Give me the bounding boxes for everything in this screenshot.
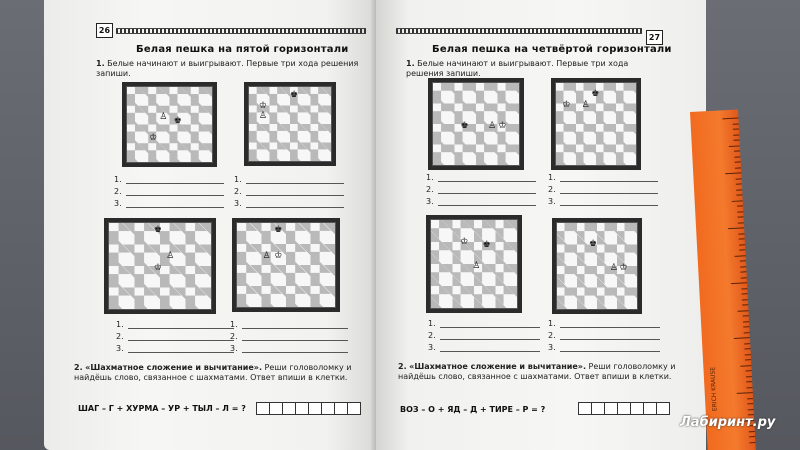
ruler-tick — [743, 321, 749, 322]
answer-cell[interactable] — [617, 402, 631, 415]
black-king-icon: ♚ — [591, 88, 600, 99]
ruler-tick — [740, 271, 746, 272]
answer-cell[interactable] — [295, 402, 309, 415]
white-pawn-icon: ♙ — [159, 111, 168, 122]
white-pawn-icon: ♙ — [488, 121, 497, 132]
answer-cell[interactable] — [334, 402, 348, 415]
page-title: Белая пешка на пятой горизонтали — [136, 44, 349, 55]
ruler-tick — [740, 260, 746, 261]
task-number: 2. — [398, 362, 407, 371]
ruler-tick — [748, 409, 754, 410]
task-2 — [398, 362, 688, 382]
ruler-tick — [732, 200, 743, 202]
chess-board — [552, 218, 642, 314]
page-number: 27 — [646, 30, 663, 45]
ruler-tick — [742, 299, 748, 300]
white-king-icon: ♔ — [562, 100, 571, 111]
answer-line[interactable]: 3. — [230, 341, 348, 353]
ruler-brand: ERICH KRAUSE — [709, 366, 719, 412]
answer-lines — [426, 170, 536, 206]
ruler-tick — [749, 436, 755, 437]
ruler-tick — [742, 304, 748, 305]
ruler-tick — [743, 315, 749, 316]
answer-cells[interactable] — [578, 402, 669, 415]
white-pawn-icon: ♙ — [258, 111, 267, 122]
chess-board — [244, 82, 336, 166]
ruler-tick — [742, 293, 748, 294]
ruler-tick — [747, 398, 753, 399]
black-king-icon: ♚ — [460, 121, 469, 132]
header-ornament — [116, 28, 366, 34]
ruler-tick — [739, 238, 745, 239]
answer-line[interactable]: 2. — [548, 182, 658, 194]
chess-board — [551, 78, 641, 170]
word-puzzle: ШАГ – Г + ХУРМА – УР + ТЫЛ – Л = ? — [78, 404, 246, 413]
answer-line[interactable]: 1. — [428, 316, 540, 328]
ruler-tick — [733, 134, 739, 135]
ruler-tick — [739, 249, 745, 250]
task-number: 1. — [406, 59, 415, 68]
ruler-tick — [746, 376, 752, 377]
ruler-tick — [722, 117, 738, 119]
answer-lines — [116, 317, 234, 353]
ruler-tick — [736, 189, 742, 190]
answer-line[interactable]: 2. — [428, 328, 540, 340]
black-king-icon: ♚ — [589, 239, 598, 250]
ruler-tick — [737, 205, 743, 206]
chess-grid — [236, 222, 336, 308]
ruler-tick — [734, 156, 740, 157]
white-king-icon: ♔ — [619, 263, 628, 274]
black-king-icon: ♚ — [274, 225, 283, 236]
ruler-tick — [738, 222, 744, 223]
answer-cell[interactable] — [656, 402, 670, 415]
black-king-icon: ♚ — [153, 225, 162, 236]
task-text: Реши головоломку и найдёшь слово, связанное с шахматами. Ответ впиши в клетки. — [398, 362, 676, 381]
chess-grid — [432, 82, 520, 166]
answer-cell[interactable] — [578, 402, 592, 415]
ruler-tick — [746, 387, 752, 388]
ruler-tick — [745, 359, 751, 360]
ruler-tick — [745, 354, 751, 355]
white-king-icon: ♔ — [460, 236, 469, 247]
white-king-icon: ♔ — [274, 250, 283, 261]
ruler-tick — [739, 244, 745, 245]
task-number: 2. — [74, 363, 83, 372]
task-title: «Шахматное сложение и вычитание». — [409, 362, 586, 371]
ruler-tick — [747, 403, 753, 404]
answer-cell[interactable] — [643, 402, 657, 415]
ruler-tick — [737, 310, 748, 312]
answer-lines — [548, 170, 658, 206]
answer-line[interactable]: 3. — [116, 341, 234, 353]
task-text: Белые начинают и выигрывают. Первые три хода решения запиши. — [96, 59, 359, 78]
white-king-icon: ♔ — [153, 263, 162, 274]
answer-cell[interactable] — [347, 402, 361, 415]
right-page — [376, 0, 706, 450]
white-pawn-icon: ♙ — [609, 263, 618, 274]
ruler-tick — [749, 442, 755, 443]
answer-lines — [234, 172, 344, 208]
task-1 — [96, 59, 366, 79]
black-king-icon: ♚ — [482, 240, 491, 251]
answer-line[interactable]: 3. — [548, 194, 658, 206]
answer-cell[interactable] — [604, 402, 618, 415]
white-pawn-icon: ♙ — [262, 250, 271, 261]
ruler-tick — [737, 392, 753, 394]
answer-cell[interactable] — [256, 402, 270, 415]
task-text: Реши головоломку и найдёшь слово, связанное с шахматами. Ответ впиши в клетки. — [74, 363, 352, 382]
chess-grid — [430, 219, 518, 309]
ruler-tick — [735, 255, 746, 257]
answer-cell[interactable] — [321, 402, 335, 415]
chess-grid — [555, 82, 637, 166]
ruler-tick — [733, 128, 739, 129]
task-text: Белые начинают и выигрывают. Первые три хода решения запиши. — [406, 59, 629, 78]
answer-line[interactable]: 1. — [114, 172, 224, 184]
ruler-tick — [736, 178, 742, 179]
ruler-tick — [744, 348, 750, 349]
white-pawn-icon: ♙ — [166, 251, 175, 262]
chess-grid — [556, 222, 638, 310]
ruler-tick — [738, 216, 744, 217]
answer-line[interactable]: 1. — [548, 170, 658, 182]
answer-cell[interactable] — [308, 402, 322, 415]
answer-line[interactable]: 3. — [426, 194, 536, 206]
chess-grid — [248, 86, 332, 162]
answer-line[interactable]: 1. — [116, 317, 234, 329]
answer-cell[interactable] — [591, 402, 605, 415]
ruler-tick — [744, 332, 750, 333]
chess-grid — [108, 222, 212, 310]
header-ornament — [396, 28, 642, 34]
page-number: 26 — [96, 23, 113, 38]
answer-line[interactable]: 2. — [116, 329, 234, 341]
chess-board — [428, 78, 524, 170]
ruler-tick — [736, 183, 742, 184]
left-page — [44, 0, 376, 450]
answer-lines — [230, 317, 348, 353]
ruler-tick — [731, 282, 747, 284]
ruler-tick — [746, 370, 752, 371]
ruler-tick — [735, 167, 741, 168]
answer-line[interactable]: 2. — [426, 182, 536, 194]
answer-lines — [428, 316, 540, 352]
answer-line[interactable]: 3. — [428, 340, 540, 352]
black-king-icon: ♚ — [173, 116, 182, 126]
black-king-icon: ♚ — [290, 90, 299, 101]
chess-board — [232, 218, 340, 312]
task-2 — [74, 363, 374, 383]
ruler-tick — [741, 288, 747, 289]
ruler-tick — [749, 431, 755, 432]
answer-cell[interactable] — [269, 402, 283, 415]
page-title: Белая пешка на четвёртой горизонтали — [432, 44, 672, 55]
ruler-tick — [743, 326, 749, 327]
answer-line[interactable]: 2. — [548, 328, 660, 340]
answer-lines — [114, 172, 224, 208]
white-king-icon: ♔ — [498, 121, 507, 132]
word-puzzle: ВОЗ – О + ЯД – Д + ТИРЕ – Р = ? — [400, 405, 546, 414]
white-pawn-icon: ♙ — [472, 261, 481, 272]
watermark: Лабиринт.ру — [680, 415, 776, 430]
answer-line[interactable]: 2. — [234, 184, 344, 196]
answer-line[interactable]: 2. — [230, 329, 348, 341]
answer-line[interactable]: 3. — [234, 196, 344, 208]
ruler-tick — [728, 227, 744, 229]
ruler-tick — [740, 365, 751, 367]
answer-cells[interactable] — [256, 402, 360, 415]
ruler-tick — [741, 277, 747, 278]
answer-lines — [548, 316, 660, 352]
chess-grid — [126, 86, 213, 163]
chess-board — [426, 215, 522, 313]
ruler-tick — [736, 194, 742, 195]
ruler-tick — [725, 172, 741, 174]
answer-line[interactable]: 1. — [548, 316, 660, 328]
answer-line[interactable]: 1. — [230, 317, 348, 329]
ruler-tick — [740, 266, 746, 267]
answer-line[interactable]: 1. — [234, 172, 344, 184]
task-1 — [406, 59, 666, 79]
ruler-tick — [733, 123, 739, 124]
white-king-icon: ♔ — [258, 100, 267, 111]
white-pawn-icon: ♙ — [581, 100, 590, 111]
task-number: 1. — [96, 59, 105, 68]
ruler-tick — [744, 343, 750, 344]
answer-cell[interactable] — [630, 402, 644, 415]
ruler-tick — [746, 381, 752, 382]
chess-board — [104, 218, 216, 314]
ruler-tick — [734, 150, 740, 151]
answer-line[interactable]: 3. — [548, 340, 660, 352]
answer-cell[interactable] — [282, 402, 296, 415]
answer-line[interactable]: 2. — [114, 184, 224, 196]
ruler-tick — [737, 211, 743, 212]
answer-line[interactable]: 1. — [426, 170, 536, 182]
ruler-tick — [738, 233, 744, 234]
chess-board — [122, 82, 217, 167]
answer-line[interactable]: 3. — [114, 196, 224, 208]
ruler-tick — [734, 139, 740, 140]
ruler-tick — [735, 161, 741, 162]
task-title: «Шахматное сложение и вычитание». — [85, 363, 262, 372]
ruler-tick — [729, 145, 740, 147]
ruler-tick — [734, 337, 750, 339]
white-king-icon: ♔ — [149, 132, 158, 143]
